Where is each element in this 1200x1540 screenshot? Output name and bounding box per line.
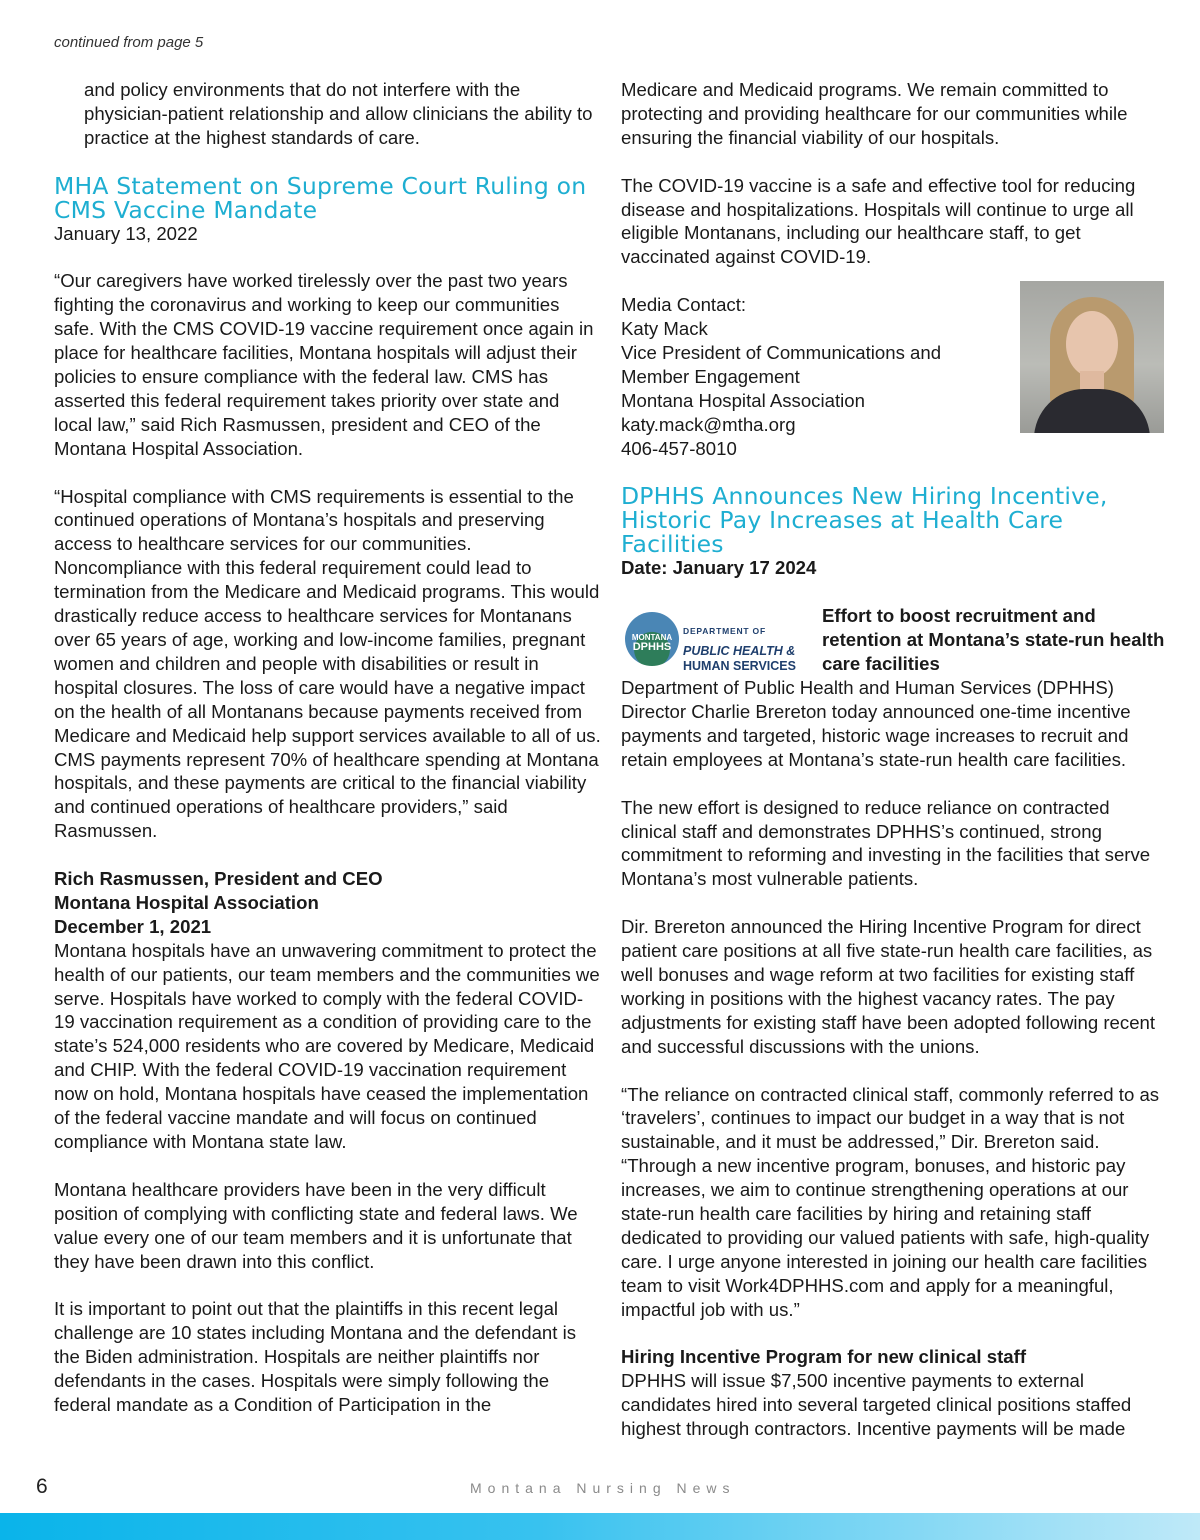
signature-date: December 1, 2021 [54, 915, 212, 937]
media-contact-phone: 406-457-8010 [621, 437, 737, 459]
paragraph: “Hospital compliance with CMS requirements is essential to the continued operations of Montana’s hospitals and preserving access to healthcare services for our communities. Noncompliance with this federal requirement could lead to termination from the Medicare and Medicaid programs. This would drastically reduce access to healthcare services for Montanans over 65 years of age, working and low-income families, pregnant women and children and people with disabilities or result in hospital closures. The loss of care would have a negative impact on the health of all Montanans because payments received from Medicare and Medicaid help support services available to all of us. CMS payments represent 70% of healthcare spending at Montana hospitals, and these payments are critical to the financial viability and continued operations of healthcare providers,” said Rasmussen. [54, 485, 601, 842]
continued-note: continued from page 5 [54, 34, 204, 51]
media-contact-label: Media Contact: [621, 294, 747, 316]
dphhs-logo-row [621, 604, 1169, 676]
paragraph: It is important to point out that the plaintiffs in this recent legal challenge are 10 states including Montana and the defendant is the Biden administration. Hospitals are neither plaintiffs nor defendants in the cases. Hospitals were simply following the federal mandate as a Condition of Participation in the [54, 1298, 577, 1415]
paragraph: Dir. Brereton announced the Hiring Incentive Program for direct patient care positions at all five state-run health care facilities, as well bonuses and wage reform at two facilities for existing staff working in positions with the highest vacancy rates. The pay adjustments for existing staff have been adopted following recent and successful discussions with the unions. [621, 916, 1156, 1057]
intro-paragraph: and policy environments that do not interfere with the physician-patient relationship and allow clinicians the ability to practice at the highest standards of care. [84, 79, 593, 148]
signature-name: Rich Rasmussen, President and CEO [54, 868, 383, 890]
katy-mack-photo [1020, 281, 1164, 433]
paragraph: Montana hospitals have an unwavering commitment to protect the health of our patients, our team members and the communities we serve. Hospitals have worked to comply with the federal COVID-19 vaccination requirement as a condition of providing care to the state’s 524,000 residents who are covered by Medicare, Medicaid and CHIP. With the federal COVID-19 vaccination requirement now on hold, Montana hospitals have ceased the implementation of the federal vaccine mandate and will focus on continued compliance with Montana state law. [54, 939, 600, 1152]
right-column [621, 78, 1169, 1441]
media-contact-title: Vice President of Communications and [621, 341, 942, 363]
paragraph: “The reliance on contracted clinical staff, commonly referred to as ‘travelers’, continues to impact our budget in a way that is not sustainable, and it must be addressed,” Dir. Brereton said. “Through a new incentive program, bonuses, and historic pay increases, we aim to continue strengthening operations at our state-run health care facilities by hiring and retaining staff dedicated to providing our valued patients with safe, high-quality care. I urge anyone interested in joining our health care facilities team to visit Work4DPHHS.com and apply for a meaningful, impactful job with us.” [621, 1083, 1160, 1320]
paragraph: Montana healthcare providers have been in the very difficult position of complying with conflicting state and federal laws. We value every one of our team members and it is unfortunate that they have been drawn into this conflict. [54, 1178, 578, 1272]
signature-org: Montana Hospital Association [54, 891, 319, 913]
paragraph: Department of Public Health and Human Services (DPHHS) Director Charlie Brereton today announced one-time incentive payments and targeted, historic wage increases to recruit and retain employees at Montana’s state-run health care facilities. [621, 677, 1131, 770]
footer-bar [0, 1513, 1200, 1540]
paragraph: Medicare and Medicaid programs. We remain committed to protecting and providing healthcare for our communities while ensuring the financial viability of our hospitals. [621, 79, 1128, 148]
media-contact-title: Member Engagement [621, 365, 800, 387]
publication-name: Montana Nursing News [470, 1480, 736, 1496]
mha-statement-heading: MHA Statement on Supreme Court Ruling on CMS Vaccine Mandate [54, 171, 587, 224]
page-number: 6 [36, 1475, 48, 1498]
media-contact-name: Katy Mack [621, 318, 708, 340]
left-column [54, 78, 602, 1417]
paragraph: “Our caregivers have worked tirelessly over the past two years fighting the coronavirus and working to keep our communities safe. With the CMS COVID-19 vaccine requirement once again in place for healthcare facilities, Montana hospitals will adjust their policies to ensure compliance with the federal law. CMS has asserted this federal requirement takes priority over state and local law,” said Rich Rasmussen, president and CEO of the Montana Hospital Association. [54, 270, 594, 459]
mha-statement-date: January 13, 2022 [54, 222, 198, 244]
dphhs-subheading: Effort to boost recruitment and retention at Montana’s state-run health care facilities [822, 605, 1165, 674]
dphhs-heading: DPHHS Announces New Hiring Incentive, Historic Pay Increases at Health Care Facilities [621, 482, 1108, 559]
paragraph: The new effort is designed to reduce reliance on contracted clinical staff and demonstrates DPHHS’s continued, strong commitment to reforming and investing in the facilities that serve Montana’s most vulnerable patients. [621, 796, 1151, 890]
media-contact-email: katy.mack@mtha.org [621, 413, 796, 435]
dphhs-logo: MONTANA DPHHS DEPARTMENT OF PUBLIC HEALTH & HUMAN SERVICES [625, 612, 811, 666]
paragraph: The COVID-19 vaccine is a safe and effective tool for reducing disease and hospitalizations. Hospitals will continue to urge all eligible Montanans, including our healthcare staff, to get vaccinated against COVID-19. [621, 174, 1136, 268]
media-contact-org: Montana Hospital Association [621, 389, 865, 411]
dphhs-date: Date: January 17 2024 [621, 557, 817, 579]
paragraph: DPHHS will issue $7,500 incentive payments to external candidates hired into several targeted clinical positions staffed highest through contractors. Incentive payments will be made [621, 1370, 1132, 1440]
media-contact [621, 293, 1169, 460]
hiring-incentive-heading: Hiring Incentive Program for new clinical staff [621, 1346, 1027, 1368]
